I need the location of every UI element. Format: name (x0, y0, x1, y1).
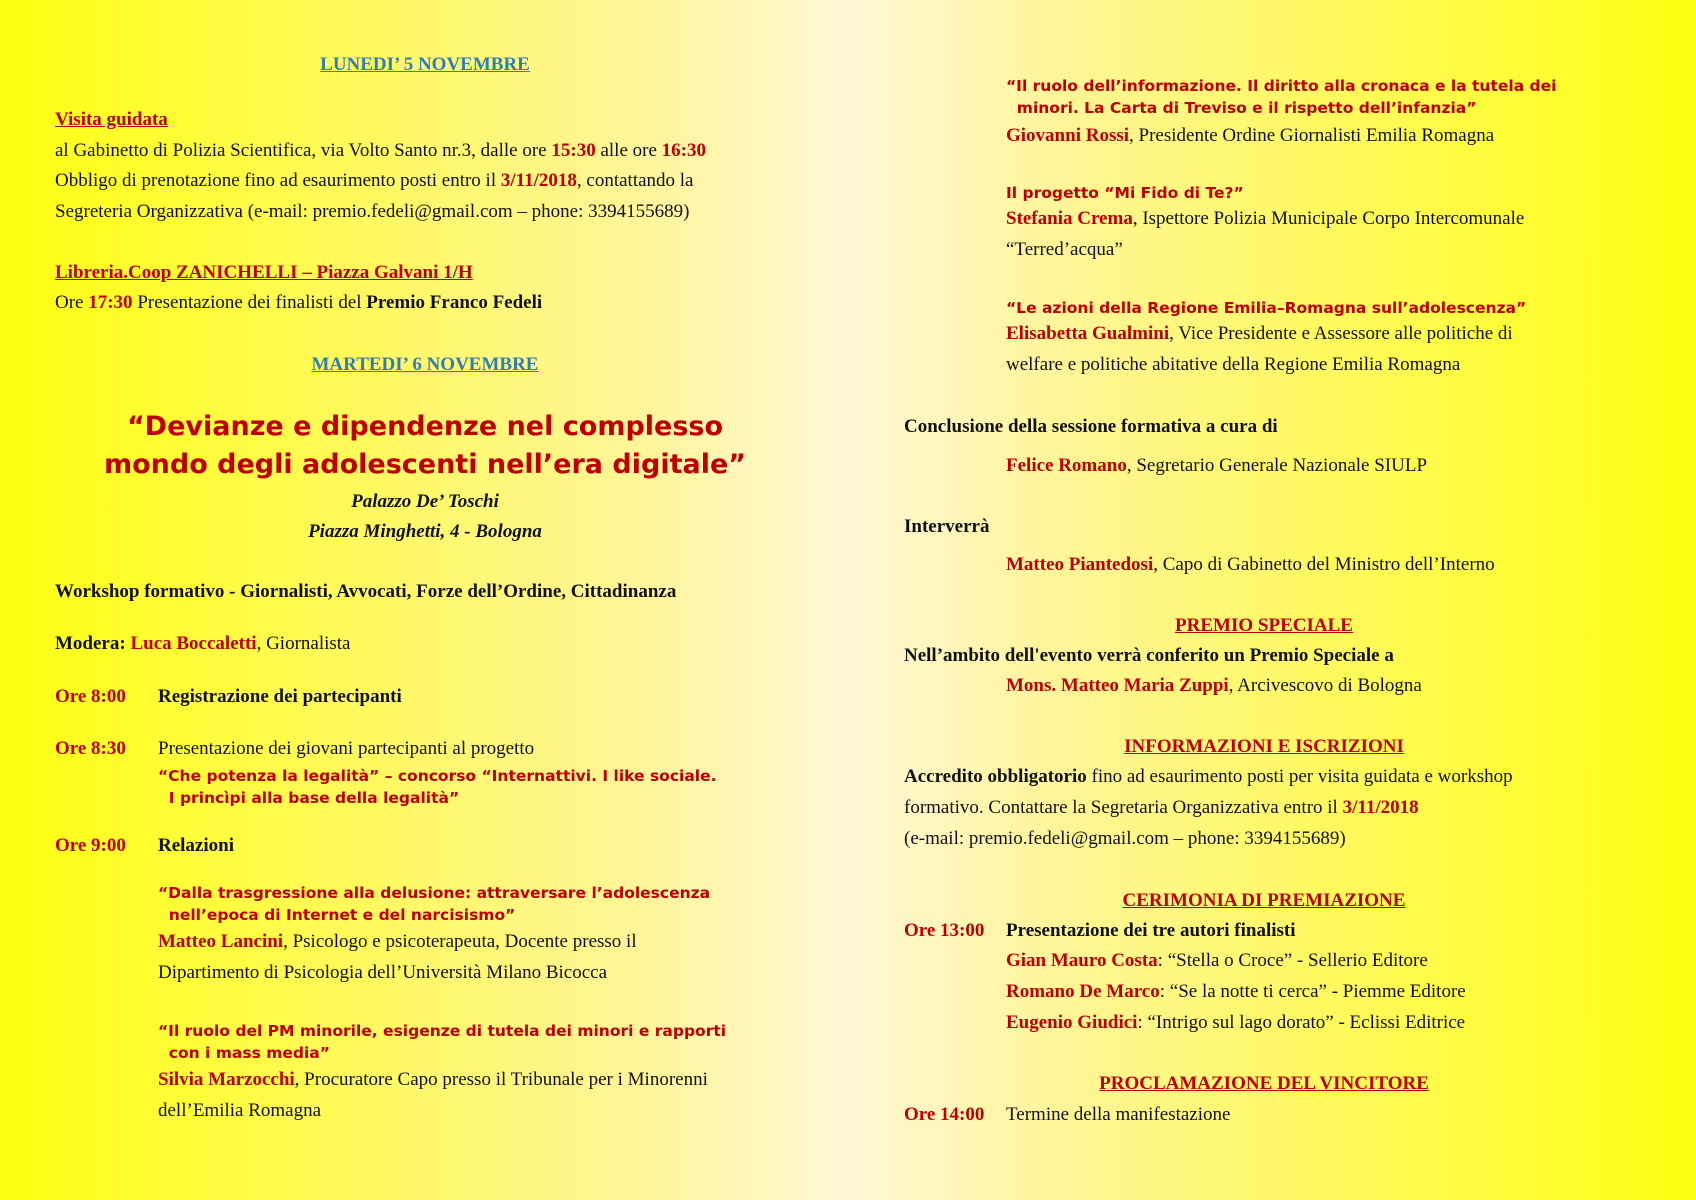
talk1-role-2: Dipartimento di Psicologia dell’Università Milano Bicocca (158, 962, 608, 983)
info-line-3: (e-mail: premio.fedeli@gmail.com – phone: 3394155689) (904, 828, 1346, 849)
conclusion-name: Felice Romano (1006, 455, 1127, 476)
library-time: 17:30 (88, 292, 133, 313)
winner-heading: PROCLAMAZIONE DEL VINCITORE (1099, 1073, 1429, 1094)
moderator-name: Luca Boccaletti (130, 633, 257, 654)
schedule-time-2: Ore 8:30 (55, 738, 126, 759)
info-heading: INFORMAZIONI E ISCRIZIONI (1124, 736, 1404, 757)
visit-title (55, 105, 168, 135)
schedule-text-3: Relazioni (158, 835, 234, 856)
library-prize: Premio Franco Fedeli (366, 292, 543, 313)
talk1-speaker: Matteo Lancini, Psicologo e psicoterapeuta, Docente presso il (158, 931, 637, 952)
talk4-title: Il progetto “Mi Fido di Te?” (1006, 184, 1244, 202)
schedule-time-1: Ore 8:00 (55, 686, 126, 707)
intervention-speaker: Matteo Piantedosi, Capo di Gabinetto del Ministro dell’Interno (1006, 554, 1495, 575)
special-heading: PREMIO SPECIALE (1175, 615, 1353, 636)
ceremony-time: Ore 13:00 (904, 920, 985, 941)
author-row: Gian Mauro Costa: “Stella o Croce” - Sellerio Editore (1006, 950, 1428, 971)
talk3-title: “Il ruolo dell’informazione. Il diritto alla cronaca e la tutela dei minori. La Carta di Treviso e il rispetto dell’infanzia” (1006, 77, 1557, 117)
author-row: Romano De Marco: “Se la notte ti cerca” - Piemme Editore (1006, 981, 1466, 1002)
schedule-time-3: Ore 9:00 (55, 835, 126, 856)
intervention-label: Interverrà (904, 516, 990, 537)
ceremony-text: Presentazione dei tre autori finalisti (1006, 920, 1296, 941)
moderator-line: Modera: Luca Boccaletti, Giornalista (55, 633, 351, 654)
talk4-role-2: “Terred’acqua” (1006, 239, 1123, 260)
talk3-speaker: Giovanni Rossi, Presidente Ordine Giornalisti Emilia Romagna (1006, 125, 1495, 146)
schedule-sub-2: “Che potenza la legalità” – concorso “Internattivi. I like sociale. I princìpi alla base della legalità” (158, 767, 717, 807)
day1-heading-text: LUNEDI’ 5 NOVEMBRE (320, 54, 530, 75)
library-title: Libreria.Coop ZANICHELLI – Piazza Galvani 1/H (55, 262, 473, 283)
special-recipient: Mons. Matteo Maria Zuppi, Arcivescovo di Bologna (1006, 675, 1422, 696)
talk5-role-2: welfare e politiche abitative della Regione Emilia Romagna (1006, 354, 1461, 375)
conclusion-speaker: Felice Romano, Segretario Generale Nazionale SIULP (1006, 455, 1428, 476)
library-line: Ore 17:30 Presentazione dei finalisti del Premio Franco Fedeli (55, 292, 543, 313)
talk2-title: “Il ruolo del PM minorile, esigenze di tutela dei minori e rapporti con i mass media” (158, 1022, 727, 1062)
ceremony-heading: CERIMONIA DI PREMIAZIONE (1122, 890, 1406, 911)
end-text: Termine della manifestazione (1006, 1104, 1231, 1125)
conclusion-label: Conclusione della sessione formativa a cura di (904, 416, 1278, 437)
talk2-speaker: Silvia Marzocchi, Procuratore Capo presso il Tribunale per i Minorenni (158, 1069, 708, 1090)
special-name: Mons. Matteo Maria Zuppi (1006, 675, 1229, 696)
day2-heading-text: MARTEDI’ 6 NOVEMBRE (311, 354, 539, 375)
talk2-role-2: dell’Emilia Romagna (158, 1100, 322, 1121)
author-name: Romano De Marco (1006, 981, 1160, 1002)
info-line-1: Accredito obbligatorio fino ad esaurimento posti per visita guidata e workshop (904, 766, 1513, 787)
info-deadline: 3/11/2018 (1342, 797, 1419, 818)
talk5-title: “Le azioni della Regione Emilia–Romagna sull’adolescenza” (1006, 299, 1527, 317)
author-row: Eugenio Giudici: “Intrigo sul lago dorato” - Eclissi Editrice (1006, 1012, 1466, 1033)
author-name: Eugenio Giudici (1006, 1012, 1138, 1033)
talk1-name: Matteo Lancini (158, 931, 284, 952)
author-name: Gian Mauro Costa (1006, 950, 1158, 971)
visit-time-to: 16:30 (661, 140, 706, 161)
main-title-line-2: mondo degli adolescenti nell’era digitale” (103, 449, 747, 480)
talk2-name: Silvia Marzocchi (158, 1069, 295, 1090)
visit-line-1: al Gabinetto di Polizia Scientifica, via Volto Santo nr.3, dalle ore 15:30 alle ore 16:30 (55, 140, 706, 161)
visit-line-2: Obbligo di prenotazione fino ad esaurimento posti entro il 3/11/2018, contattando la (55, 170, 694, 191)
talk4-name: Stefania Crema (1006, 208, 1133, 229)
visit-title-text: Visita guidata (55, 109, 168, 130)
day1-heading (55, 50, 795, 80)
visit-deadline: 3/11/2018 (500, 170, 577, 191)
special-text: Nell’ambito dell'evento verrà conferito un Premio Speciale a (904, 645, 1394, 666)
intervention-name: Matteo Piantedosi (1006, 554, 1154, 575)
venue-line-2: Piazza Minghetti, 4 - Bologna (308, 521, 542, 542)
schedule-text-2: Presentazione dei giovani partecipanti al progetto (158, 738, 535, 759)
day2-heading (55, 350, 795, 380)
end-time: Ore 14:00 (904, 1104, 985, 1125)
workshop-line: Workshop formativo - Giornalisti, Avvocati, Forze dell’Ordine, Cittadinanza (55, 581, 677, 602)
talk3-name: Giovanni Rossi (1006, 125, 1130, 146)
info-line-2: formativo. Contattare la Segretaria Organizzativa entro il 3/11/2018 (904, 797, 1419, 818)
talk5-name: Elisabetta Gualmini (1006, 323, 1170, 344)
visit-line-3: Segreteria Organizzativa (e-mail: premio.fedeli@gmail.com – phone: 3394155689) (55, 201, 690, 222)
talk4-speaker: Stefania Crema, Ispettore Polizia Municipale Corpo Intercomunale (1006, 208, 1525, 229)
main-title-line-1: “Devianze e dipendenze nel complesso (126, 411, 724, 442)
visit-time-from: 15:30 (551, 140, 596, 161)
talk5-speaker: Elisabetta Gualmini, Vice Presidente e Assessore alle politiche di (1006, 323, 1513, 344)
talk1-title: “Dalla trasgressione alla delusione: attraversare l’adolescenza nell’epoca di Internet e del narcisismo” (158, 884, 711, 924)
schedule-text-1: Registrazione dei partecipanti (158, 686, 402, 707)
venue-line-1: Palazzo De’ Toschi (351, 491, 499, 512)
